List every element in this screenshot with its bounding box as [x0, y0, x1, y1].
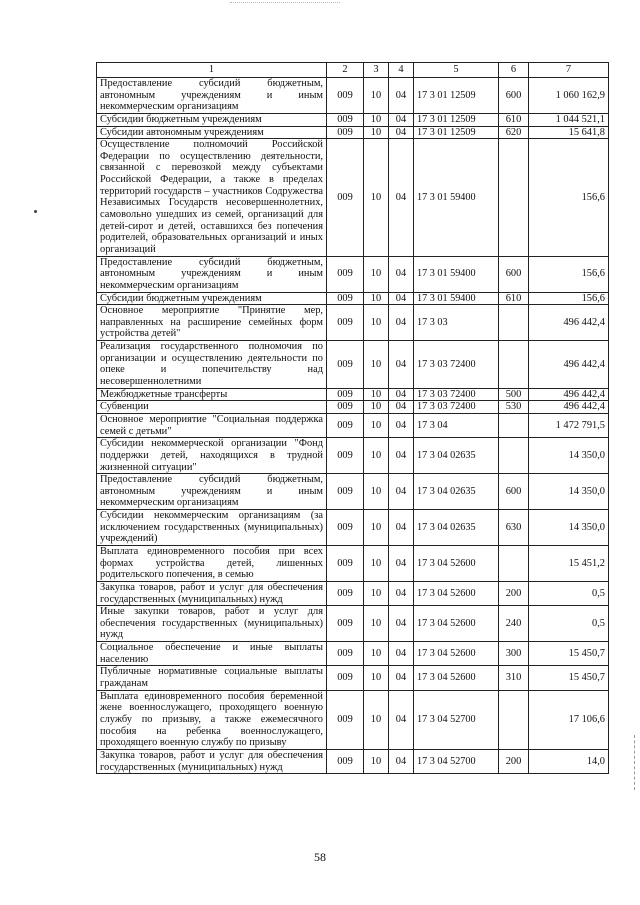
amount-cell: 496 442,4: [529, 388, 609, 401]
subsection-code-cell: 04: [389, 388, 414, 401]
section-code-cell: 10: [364, 642, 389, 666]
target-article-cell: 17 3 03 72400: [414, 388, 499, 401]
section-code-cell: 10: [364, 341, 389, 389]
subsection-code-cell: 04: [389, 749, 414, 773]
row-name-cell: Осуществление полномочий Российской Федерации по осуществлению деятельности, связанной с перевозкой между субъектами Российской Федерации, а также в пределах территорий государств – участников Содружества Независимых Государств несовершеннолетних, самовольно ушедших из семей, организаций для детей-сирот и детей, оставшихся без попечения родителей, образовательных организаций и иных организаций: [97, 139, 327, 256]
expense-type-cell: 600: [499, 256, 529, 292]
row-name-cell: Выплата единовременного пособия при всех формах устройства детей, лишенных родительского попечения, в семью: [97, 545, 327, 581]
row-name-cell: Предоставление субсидий бюджетным, автономным учреждениям и иным некоммерческим организациям: [97, 474, 327, 510]
amount-cell: 14 350,0: [529, 510, 609, 546]
table-row: [97, 749, 609, 773]
expense-type-cell: 500: [499, 388, 529, 401]
ved-code-cell: 009: [327, 666, 364, 690]
subsection-code-cell: 04: [389, 401, 414, 414]
target-article-cell: 17 3 04 52600: [414, 545, 499, 581]
expense-type-cell: 600: [499, 474, 529, 510]
ved-code-cell: 009: [327, 292, 364, 305]
target-article-cell: 17 3 04 52600: [414, 642, 499, 666]
subsection-code-cell: 04: [389, 510, 414, 546]
ved-code-cell: 009: [327, 581, 364, 605]
subsection-code-cell: 04: [389, 690, 414, 749]
target-article-cell: 17 3 04 52600: [414, 606, 499, 642]
section-code-cell: 10: [364, 292, 389, 305]
row-name-cell: Публичные нормативные социальные выплаты гражданам: [97, 666, 327, 690]
expense-type-cell: 610: [499, 113, 529, 126]
amount-cell: 496 442,4: [529, 401, 609, 414]
section-code-cell: 10: [364, 690, 389, 749]
table-row: [97, 666, 609, 690]
ved-code-cell: 009: [327, 749, 364, 773]
section-code-cell: 10: [364, 139, 389, 256]
expense-type-cell: 600: [499, 78, 529, 114]
row-name-cell: Выплата единовременного пособия беременной жене военнослужащего, проходящего военную службу по призыву, а также ежемесячного пособия на ребенка военнослужащего, проходящего военную службу по призыву: [97, 690, 327, 749]
table-row: [97, 545, 609, 581]
target-article-cell: 17 3 04 52600: [414, 666, 499, 690]
row-name-cell: Субсидии некоммерческой организации "Фонд поддержки детей, находящихся в трудной жизненной ситуации": [97, 438, 327, 474]
section-code-cell: 10: [364, 256, 389, 292]
ved-code-cell: 009: [327, 401, 364, 414]
amount-cell: 1 044 521,1: [529, 113, 609, 126]
target-article-cell: 17 3 04 52600: [414, 581, 499, 605]
table-row: [97, 139, 609, 256]
section-code-cell: 10: [364, 510, 389, 546]
section-code-cell: 10: [364, 581, 389, 605]
expense-type-cell: 200: [499, 749, 529, 773]
ved-code-cell: 009: [327, 545, 364, 581]
ved-code-cell: 009: [327, 256, 364, 292]
header-col-6: 6: [499, 63, 529, 78]
section-code-cell: 10: [364, 666, 389, 690]
section-code-cell: 10: [364, 749, 389, 773]
table-row: [97, 126, 609, 139]
ved-code-cell: 009: [327, 474, 364, 510]
amount-cell: 14 350,0: [529, 438, 609, 474]
subsection-code-cell: 04: [389, 78, 414, 114]
row-name-cell: Предоставление субсидий бюджетным, автономным учреждениям и иным некоммерческим организациям: [97, 256, 327, 292]
amount-cell: 15 641,8: [529, 126, 609, 139]
expense-type-cell: 200: [499, 581, 529, 605]
target-article-cell: 17 3 04: [414, 413, 499, 437]
amount-cell: 0,5: [529, 581, 609, 605]
expense-type-cell: [499, 413, 529, 437]
row-name-cell: Субвенции: [97, 401, 327, 414]
subsection-code-cell: 04: [389, 305, 414, 341]
row-name-cell: Закупка товаров, работ и услуг для обеспечения государственных (муниципальных) нужд: [97, 581, 327, 605]
section-code-cell: 10: [364, 78, 389, 114]
row-name-cell: Предоставление субсидий бюджетным, автономным учреждениям и иным некоммерческим организациям: [97, 78, 327, 114]
amount-cell: 156,6: [529, 292, 609, 305]
header-col-3: 3: [364, 63, 389, 78]
target-article-cell: 17 3 01 12509: [414, 126, 499, 139]
row-name-cell: Субсидии бюджетным учреждениям: [97, 113, 327, 126]
table-row: [97, 510, 609, 546]
subsection-code-cell: 04: [389, 413, 414, 437]
target-article-cell: 17 3 03 72400: [414, 401, 499, 414]
ved-code-cell: 009: [327, 388, 364, 401]
target-article-cell: 17 3 04 02635: [414, 510, 499, 546]
target-article-cell: 17 3 01 59400: [414, 139, 499, 256]
ved-code-cell: 009: [327, 510, 364, 546]
expense-type-cell: [499, 545, 529, 581]
table-row: [97, 401, 609, 414]
header-col-7: 7: [529, 63, 609, 78]
subsection-code-cell: 04: [389, 113, 414, 126]
scan-artifact-top: [230, 2, 340, 4]
margin-mark-left: [34, 210, 37, 213]
row-name-cell: Субсидии бюджетным учреждениям: [97, 292, 327, 305]
header-col-4: 4: [389, 63, 414, 78]
target-article-cell: 17 3 01 12509: [414, 113, 499, 126]
table-row: [97, 581, 609, 605]
expense-type-cell: [499, 341, 529, 389]
ved-code-cell: 009: [327, 341, 364, 389]
expense-type-cell: 630: [499, 510, 529, 546]
subsection-code-cell: 04: [389, 139, 414, 256]
subsection-code-cell: 04: [389, 341, 414, 389]
expense-type-cell: 610: [499, 292, 529, 305]
header-col-1: 1: [97, 63, 327, 78]
table-row: [97, 438, 609, 474]
target-article-cell: 17 3 04 02635: [414, 438, 499, 474]
amount-cell: 15 451,2: [529, 545, 609, 581]
amount-cell: 1 060 162,9: [529, 78, 609, 114]
section-code-cell: 10: [364, 305, 389, 341]
target-article-cell: 17 3 04 52700: [414, 749, 499, 773]
subsection-code-cell: 04: [389, 642, 414, 666]
table-row: [97, 78, 609, 114]
ved-code-cell: 009: [327, 113, 364, 126]
table-row: [97, 341, 609, 389]
ved-code-cell: 009: [327, 139, 364, 256]
subsection-code-cell: 04: [389, 666, 414, 690]
ved-code-cell: 009: [327, 126, 364, 139]
amount-cell: 14 350,0: [529, 474, 609, 510]
amount-cell: 156,6: [529, 256, 609, 292]
subsection-code-cell: 04: [389, 126, 414, 139]
expense-type-cell: [499, 139, 529, 256]
amount-cell: 156,6: [529, 139, 609, 256]
ved-code-cell: 009: [327, 78, 364, 114]
target-article-cell: 17 3 03 72400: [414, 341, 499, 389]
section-code-cell: 10: [364, 474, 389, 510]
amount-cell: 14,0: [529, 749, 609, 773]
subsection-code-cell: 04: [389, 256, 414, 292]
expense-type-cell: 310: [499, 666, 529, 690]
table-row: [97, 256, 609, 292]
ved-code-cell: 009: [327, 413, 364, 437]
expense-type-cell: [499, 690, 529, 749]
section-code-cell: 10: [364, 606, 389, 642]
amount-cell: 496 442,4: [529, 341, 609, 389]
table-row: [97, 292, 609, 305]
row-name-cell: Межбюджетные трансферты: [97, 388, 327, 401]
header-col-5: 5: [414, 63, 499, 78]
table-row: [97, 388, 609, 401]
subsection-code-cell: 04: [389, 545, 414, 581]
amount-cell: 15 450,7: [529, 642, 609, 666]
subsection-code-cell: 04: [389, 438, 414, 474]
target-article-cell: 17 3 01 12509: [414, 78, 499, 114]
section-code-cell: 10: [364, 401, 389, 414]
expense-type-cell: [499, 438, 529, 474]
target-article-cell: 17 3 04 52700: [414, 690, 499, 749]
subsection-code-cell: 04: [389, 474, 414, 510]
amount-cell: 496 442,4: [529, 305, 609, 341]
header-col-2: 2: [327, 63, 364, 78]
table-row: [97, 690, 609, 749]
table-row: [97, 113, 609, 126]
ved-code-cell: 009: [327, 606, 364, 642]
ved-code-cell: 009: [327, 438, 364, 474]
row-name-cell: Основное мероприятие "Принятие мер, направленных на расширение семейных форм устройства детей": [97, 305, 327, 341]
target-article-cell: 17 3 04 02635: [414, 474, 499, 510]
expense-type-cell: 620: [499, 126, 529, 139]
amount-cell: 0,5: [529, 606, 609, 642]
table-row: [97, 642, 609, 666]
row-name-cell: Закупка товаров, работ и услуг для обеспечения государственных (муниципальных) нужд: [97, 749, 327, 773]
subsection-code-cell: 04: [389, 292, 414, 305]
section-code-cell: 10: [364, 438, 389, 474]
budget-table: [96, 62, 609, 774]
row-name-cell: Субсидии автономным учреждениям: [97, 126, 327, 139]
row-name-cell: Реализация государственного полномочия по организации и осуществлению деятельности по опеке и попечительству над несовершеннолетними: [97, 341, 327, 389]
amount-cell: 15 450,7: [529, 666, 609, 690]
ved-code-cell: 009: [327, 305, 364, 341]
table-row: [97, 305, 609, 341]
margin-mark-right: [634, 735, 636, 790]
target-article-cell: 17 3 01 59400: [414, 256, 499, 292]
page-number: 58: [314, 850, 326, 864]
row-name-cell: Социальное обеспечение и иные выплаты населению: [97, 642, 327, 666]
row-name-cell: Основное мероприятие "Социальная поддержка семей с детьми": [97, 413, 327, 437]
table-row: [97, 413, 609, 437]
target-article-cell: 17 3 01 59400: [414, 292, 499, 305]
section-code-cell: 10: [364, 413, 389, 437]
expense-type-cell: 240: [499, 606, 529, 642]
table-row: [97, 474, 609, 510]
expense-type-cell: 300: [499, 642, 529, 666]
amount-cell: 17 106,6: [529, 690, 609, 749]
expense-type-cell: [499, 305, 529, 341]
row-name-cell: Иные закупки товаров, работ и услуг для обеспечения государственных (муниципальных) нужд: [97, 606, 327, 642]
section-code-cell: 10: [364, 113, 389, 126]
subsection-code-cell: 04: [389, 581, 414, 605]
table-header-row: [97, 63, 609, 78]
section-code-cell: 10: [364, 388, 389, 401]
target-article-cell: 17 3 03: [414, 305, 499, 341]
table-body: [97, 78, 609, 774]
ved-code-cell: 009: [327, 642, 364, 666]
ved-code-cell: 009: [327, 690, 364, 749]
section-code-cell: 10: [364, 126, 389, 139]
row-name-cell: Субсидии некоммерческим организациям (за исключением государственных (муниципальных) учреждений): [97, 510, 327, 546]
subsection-code-cell: 04: [389, 606, 414, 642]
expense-type-cell: 530: [499, 401, 529, 414]
table-row: [97, 606, 609, 642]
amount-cell: 1 472 791,5: [529, 413, 609, 437]
section-code-cell: 10: [364, 545, 389, 581]
